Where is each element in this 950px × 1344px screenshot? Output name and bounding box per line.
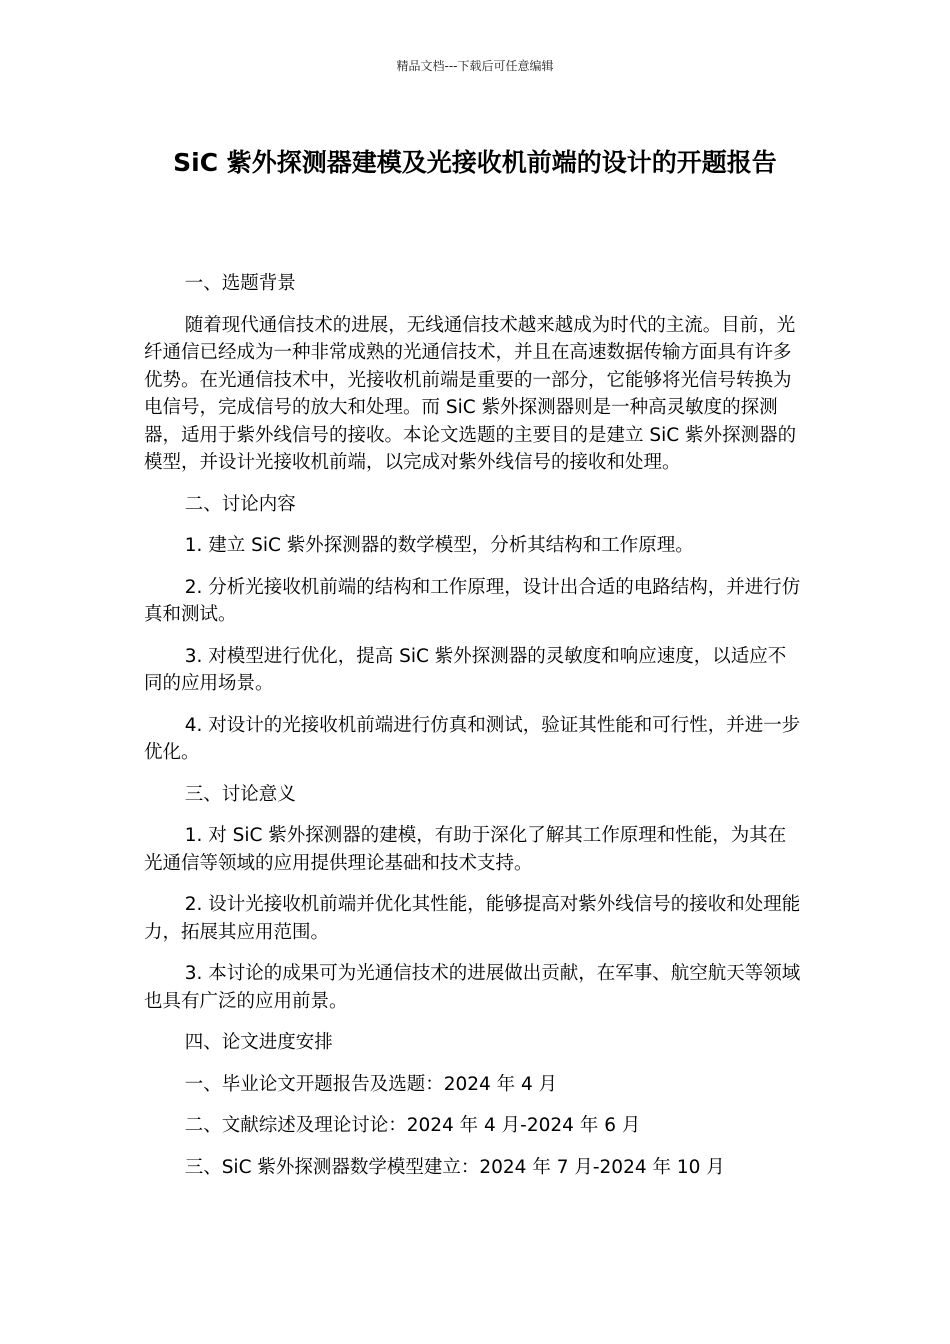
section-heading-background: 一、选题背景 bbox=[184, 273, 296, 294]
significance-item: 3. 本讨论的成果可为光通信技术的进展做出贡献，在军事、航空航天等领域也具有广泛的应用前景。 bbox=[144, 963, 801, 1012]
background-paragraph: 随着现代通信技术的进展，无线通信技术越来越成为时代的主流。目前，光纤通信已经成为一种非常成熟的光通信技术，并且在高速数据传输方面具有许多优势。在光通信技术中，光接收机前端是重要的一部分，它能够将光信号转换为电信号，完成信号的放大和处理。而 SiC 紫外探测器则是一种高灵敏度的探测器，适用于紫外线信号的接收。本论文选题的主要目的是建立 SiC 紫外探测器的模型，并设计光接收机前端，以完成对紫外线信号的接收和处理。 bbox=[144, 314, 797, 473]
schedule-item: 三、SiC 紫外探测器数学模型建立：2024 年 7 月-2024 年 10 月 bbox=[184, 1156, 725, 1178]
document-body bbox=[144, 270, 804, 1195]
content-item: 4. 对设计的光接收机前端进行仿真和测试，验证其性能和可行性，并进一步优化。 bbox=[144, 714, 801, 763]
significance-item: 1. 对 SiC 紫外探测器的建模，有助于深化了解其工作原理和性能，为其在光通信等领域的应用提供理论基础和技术支持。 bbox=[144, 825, 787, 874]
document-title: SiC 紫外探测器建模及光接收机前端的设计的开题报告 bbox=[173, 148, 777, 177]
schedule-item: 一、毕业论文开题报告及选题：2024 年 4 月 bbox=[184, 1073, 558, 1095]
section-heading-significance: 三、讨论意义 bbox=[184, 783, 296, 805]
section-heading-content: 二、讨论内容 bbox=[184, 493, 296, 515]
significance-item: 2. 设计光接收机前端并优化其性能，能够提高对紫外线信号的接收和处理能力，拓展其应用范围。 bbox=[144, 894, 801, 943]
schedule-item: 二、文献综述及理论讨论：2024 年 4 月-2024 年 6 月 bbox=[184, 1115, 641, 1136]
content-item: 2. 分析光接收机前端的结构和工作原理，设计出合适的电路结构，并进行仿真和测试。 bbox=[144, 576, 801, 625]
section-heading-schedule: 四、论文进度安排 bbox=[184, 1032, 333, 1053]
content-item: 1. 建立 SiC 紫外探测器的数学模型，分析其结构和工作原理。 bbox=[184, 535, 694, 556]
content-item: 3. 对模型进行优化，提高 SiC 紫外探测器的灵敏度和响应速度，以适应不同的应用场景。 bbox=[144, 645, 787, 694]
page-header-note: 精品文档---下载后可任意编辑 bbox=[396, 59, 554, 73]
